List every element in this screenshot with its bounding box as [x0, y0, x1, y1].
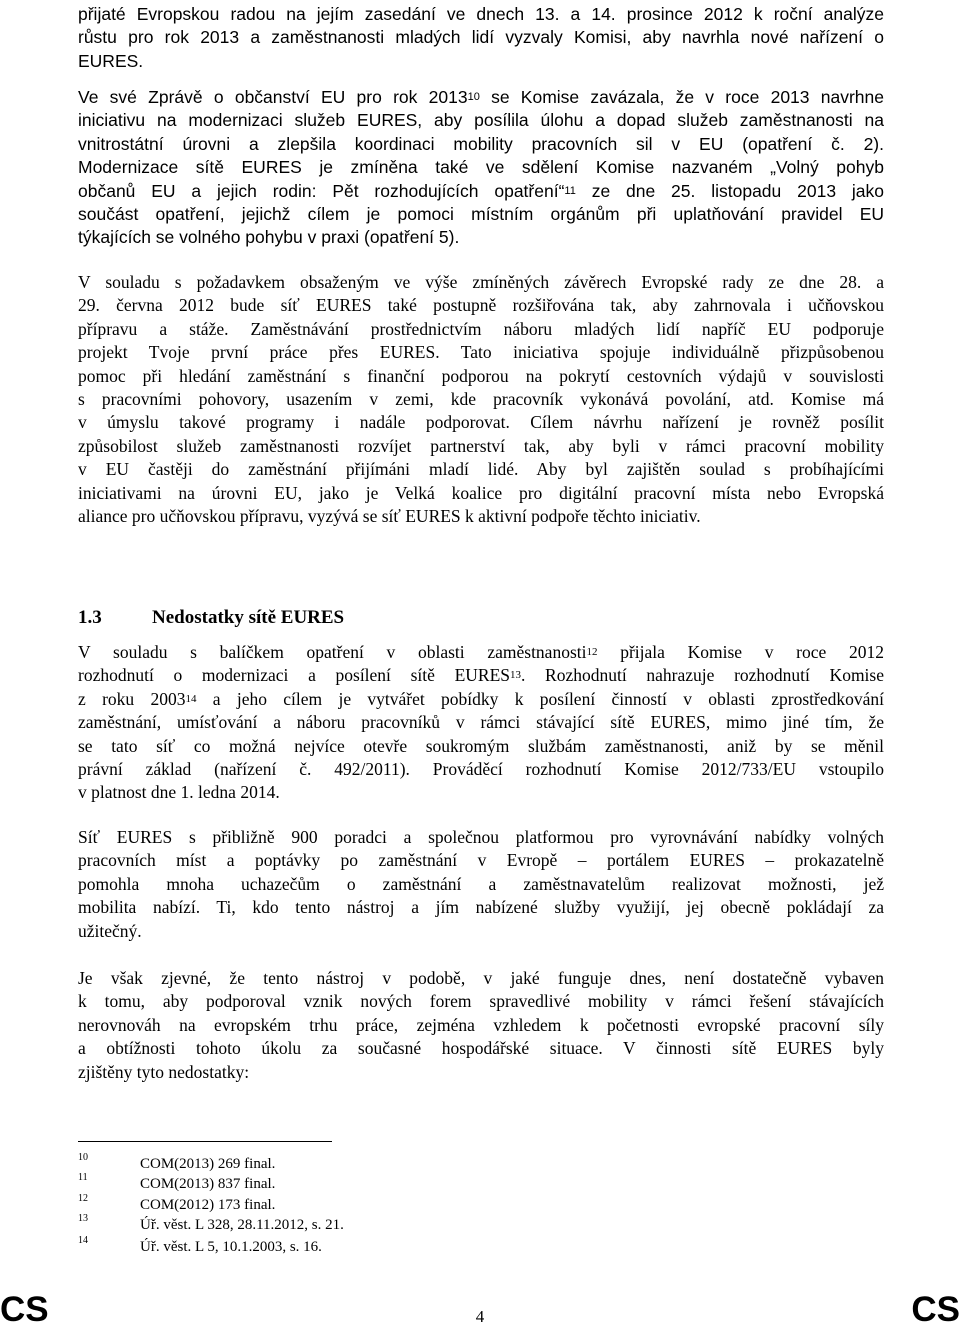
- text-line: nerovnováh na evropském trhu práce, zejména vzhledem k početnosti evropské pracovní síly: [78, 1014, 884, 1035]
- text-line: v platnost dne 1. ledna 2014.: [78, 782, 280, 803]
- paragraph-eures-network: [78, 826, 884, 943]
- paragraph-apprenticeships: [78, 271, 884, 528]
- text-line: k tomu, aby podporoval vznik nových forem spravedlivé mobility v rámci řešení stávajících: [78, 991, 884, 1012]
- paragraph-eures-decision: [78, 641, 884, 805]
- text-line: 29. června 2012 bude síť EURES také postupně rozšiřována tak, aby zahrnovala i učňovskou: [78, 295, 884, 316]
- text-line: V souladu s požadavkem obsaženým ve výše zmíněných závěrech Evropské rady ze dne 28. a: [78, 272, 884, 292]
- footnote-mark: 13: [78, 1213, 88, 1224]
- text-line: týkajících se volného pohybu v praxi (opatření 5).: [78, 227, 460, 248]
- footnote-mark: 12: [78, 1193, 88, 1204]
- text-line: a obtížnosti tohoto úkolu za současné hospodářské situace. V činnosti sítě EURES byly: [78, 1038, 884, 1059]
- footnote-text: COM(2012) 173 final.: [140, 1197, 276, 1213]
- section-heading: [78, 605, 344, 631]
- text-line: užitečný.: [78, 920, 142, 941]
- footnote-separator: [78, 1141, 332, 1142]
- text-line: právní základ (nařízení č. 492/2011). Prováděcí rozhodnutí Komise 2012/733/EU vstoupilo: [78, 759, 884, 780]
- text-line: iniciativami na úrovni EU, jako je Velká koalice pro digitální pracovní místa nebo Evropská: [78, 482, 884, 503]
- footnote-ref-10[interactable]: 10: [467, 91, 480, 103]
- text-line: růstu pro rok 2013 a zaměstnanosti mladých lidí vyzvaly Komisi, aby navrhla nové nařízení o: [78, 27, 884, 48]
- footnote-ref-14[interactable]: 14: [185, 692, 197, 705]
- text-line: Modernizace sítě EURES je zmíněna také ve sdělení Komise nazvaném „Volný pohyb: [78, 157, 884, 178]
- footnote-ref-13[interactable]: 13: [510, 669, 521, 682]
- text-line: občanů EU a jejich rodin: Pět rozhodujících opatření“$^{11}$ ze dne 25. listopadu 2013 jako: [78, 180, 884, 201]
- footer-language-right: CS: [911, 1290, 960, 1329]
- footnote-mark: 14: [78, 1235, 88, 1246]
- text-line: v úmyslu takové programy i nadále podporovat. Cílem návrhu nařízení je rovněž posílit: [78, 412, 884, 433]
- footnote-mark: 10: [78, 1152, 88, 1163]
- footnote-text: Úř. věst. L 328, 28.11.2012, s. 21.: [140, 1217, 344, 1233]
- section-number: 1.3: [78, 607, 102, 628]
- footnote-text: COM(2013) 837 final.: [140, 1176, 276, 1192]
- text-line: aliance pro učňovskou přípravu, vyzývá se síť EURES k aktivní podpoře těchto iniciativ.: [78, 506, 701, 527]
- text-line: z roku 2003$^{14}$ a jeho cílem je vytvářet pobídky k posílení činností v oblasti zprostředkování: [78, 688, 884, 709]
- text-line: přijaté Evropskou radou na jejím zasedání ve dnech 13. a 14. prosince 2012 k roční analýze: [78, 4, 884, 24]
- text-line: pomohla mnoha uchazečům o zaměstnání a zaměstnavatelům realizovat možnosti, jež: [78, 873, 884, 894]
- text-line: přípravu a stáže. Zaměstnávání prostřednictvím náboru mladých lidí napříč EU podporuje: [78, 318, 884, 339]
- text-line: s pracovními pohovory, usazením v zemi, kde pracovník vykonává povolání, atd. Komise má: [78, 389, 884, 410]
- footnote-ref-12[interactable]: 12: [586, 646, 598, 658]
- paragraph-eures-intro: [78, 3, 884, 73]
- text-line: součást opatření, jejichž cílem je pomoci místním orgánům při uplatňování pravidel EU: [78, 204, 884, 225]
- text-line: se tato síť co možná nejvíce otevře soukromým službám zaměstnanosti, aniž by se měnil: [78, 735, 884, 756]
- text-line: zaměstnání, umísťování a náboru pracovníků v rámci stávající sítě EURES, mimo jiné tím, že: [78, 712, 884, 733]
- text-line: rozhodnutí o modernizaci a posílení sítě EURES$^{13}$. Rozhodnutí nahrazuje rozhodnutí Komise: [78, 665, 884, 686]
- text-line: pracovních míst a poptávky po zaměstnání v Evropě – portálem EURES – prokazatelně: [78, 850, 884, 871]
- text-line: v EU častěji do zaměstnání přijímáni mladí lidé. Aby byl zajištěn soulad s probíhajícími: [78, 459, 884, 480]
- text-line: mobilita nabízí. Ti, kdo tento nástroj a jím nabízené služby využijí, jej obecně pokládají za: [78, 897, 884, 918]
- footnote-ref-11[interactable]: 11: [564, 184, 576, 197]
- text-line: Ve své Zprávě o občanství EU pro rok 2013$^{10}$ se Komise zavázala, že v roce 2013 navrhne: [78, 87, 884, 107]
- text-line: iniciativu na modernizaci služeb EURES, aby posílila úlohu a dopad služeb zaměstnanosti na: [78, 110, 884, 131]
- section-title: Nedostatky sítě EURES: [152, 607, 345, 628]
- text-line: způsobilost služeb zaměstnanosti rozvíjet partnerství tak, aby byli v rámci pracovní mobility: [78, 435, 884, 456]
- text-line: Síť EURES s přibližně 900 poradci a společnou platformou pro vyrovnávání nabídky volných: [78, 827, 884, 847]
- footnote-text: Úř. věst. L 5, 10.1.2003, s. 16.: [140, 1239, 322, 1255]
- footer-language-left: CS: [0, 1290, 49, 1329]
- paragraph-shortcomings: [78, 967, 884, 1084]
- text-line: pomoc při hledání zaměstnání s finanční podporou na pokrytí cestovních výdajů v souvislosti: [78, 365, 884, 386]
- footnote-mark: 11: [78, 1172, 88, 1183]
- text-line: projekt Tvoje první práce přes EURES. Tato iniciativa spojuje individuálně přizpůsobenou: [78, 342, 884, 363]
- paragraph-citizenship-report: [78, 86, 884, 250]
- text-line: Je však zjevné, že tento nástroj v podobě, v jaké funguje dnes, není dostatečně vybaven: [78, 968, 884, 988]
- text-line: vnitrostátní úrovni a zlepšila koordinaci mobility pracovních sil v EU (opatření č. 2).: [78, 133, 884, 154]
- footnote-text: COM(2013) 269 final.: [140, 1156, 276, 1172]
- text-line: V souladu s balíčkem opatření v oblasti zaměstnanosti$^{12}$ přijala Komise v roce 2012: [78, 642, 884, 662]
- text-line: EURES.: [78, 50, 144, 71]
- page-number: 4: [475, 1307, 485, 1326]
- text-line: zjištěny tyto nedostatky:: [78, 1061, 250, 1082]
